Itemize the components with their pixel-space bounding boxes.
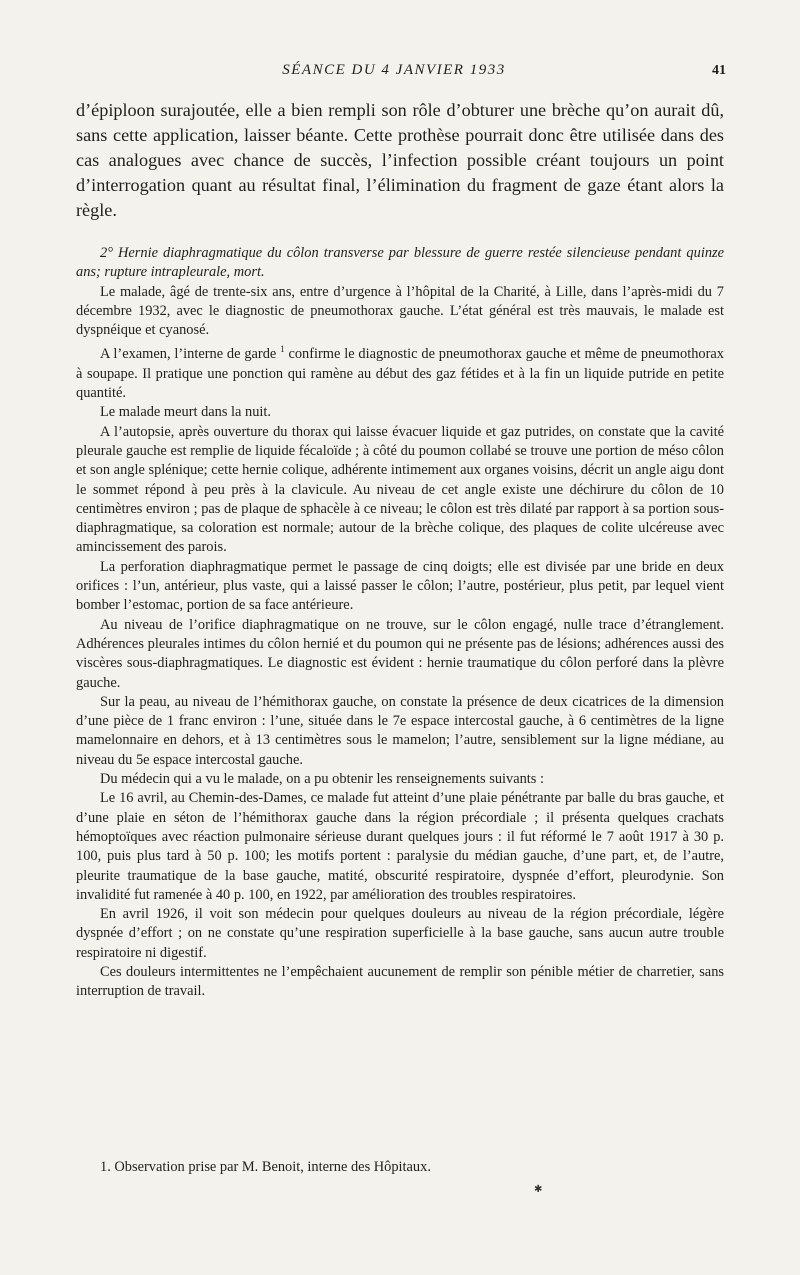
footnote-number: 1. (100, 1159, 111, 1175)
footnote-ref: 1 (280, 344, 285, 355)
case-section (76, 244, 724, 1002)
running-head: SÉANCE DU 4 JANVIER 1933 (282, 62, 506, 78)
page-header (76, 62, 726, 79)
page-number: 41 (712, 63, 726, 78)
paragraph-physician: Du médecin qui a vu le malade, on a pu obtenir les renseignements suivants : (100, 771, 544, 788)
footnote (76, 1158, 724, 1177)
paragraph-examination (76, 340, 724, 403)
paragraph-orifice: Au niveau de l’orifice diaphragmatique on ne trouve, sur le côlon engagé, nulle trace d’étranglement. Adhérences pleurales intimes du côlon hernié et du poumon qui ne présente pas de lésions; adhérences aussi des viscères sous-diaphragmatiques. Le diagnostic est évident : hernie traumatique du côlon perforé dans la plèvre gauche. (76, 616, 724, 691)
footnote-text: Observation prise par M. Benoit, interne des Hôpitaux. (110, 1159, 431, 1175)
exam-text-start: A l’examen, l’interne de garde (100, 346, 277, 363)
section-heading: 2° Hernie diaphragmatique du côlon transverse par blessure de guerre restée silencieuse pendant quinze ans; rupture intrapleurale, mort. (76, 245, 724, 281)
paragraph-death: Le malade meurt dans la nuit. (100, 404, 272, 421)
lead-paragraph: d’épiploon surajoutée, elle a bien rempli son rôle d’obturer une brèche qu’on aurait dû, sans cette application, laisser béante. Cette prothèse pourrait donc être utilisée dans des cas analogues avec chance de succès, l’infection possible créant toujours un point d’interrogation quant au résultat final, l’élimination du fragment de gaze étant alors la règle. (76, 100, 724, 220)
exam-text-end: confirme le diagnostic de pneumothorax gauche et même de pneumothorax à soupape. Il pratique une ponction qui ramène au début des gaz fétides et à la fin un liquide putride en petite quantité. (76, 346, 724, 402)
printer-mark-icon: ✱ (534, 1184, 543, 1195)
paragraph-1926: En avril 1926, il voit son médecin pour quelques douleurs au niveau de la région précordiale, légère dyspnée d’effort ; on ne constate qu’une respiration superficielle à la base gauche, sans aucun autre trouble respiratoire ni digestif. (76, 906, 724, 961)
paragraph-work: Ces douleurs intermittentes ne l’empêchaient aucunement de remplir son pénible métier de charretier, sans interruption de travail. (76, 963, 724, 1000)
paragraph-autopsy: A l’autopsie, après ouverture du thorax qui laisse évacuer liquide et gaz putrides, on constate que la cavité pleurale gauche est remplie de liquide fécaloïde ; à côté du poumon collabé se trouve une portion de méso côlon et son angle splénique; cette hernie colique, adhérente intimement aux organes voisins, décrit un angle aigu dont le sommet répond à peu près à la clavicule. Au niveau de cet angle existe une déchirure du côlon de 10 centimètres environ ; pas de plaque de sphacèle à ce niveau; le côlon est très dilaté par rapport à sa portion sous-diaphragmatique, sa coloration est normale; autour de la brèche colique, des plaques de colite ulcéreuse avec amincissement des parois. (76, 423, 724, 556)
paragraph-skin: Sur la peau, au niveau de l’hémithorax gauche, on constate la présence de deux cicatrices de la dimension d’une pièce de 1 franc environ : l’une, située dans le 7e espace intercostal gauche, à 6 centimètres de la ligne mamelonnaire en dehors, et à 13 centimètres sous le mamelon; l’autre, sensiblement sur la ligne médiane, au niveau du 5e espace intercostal gauche. (76, 693, 724, 768)
paragraph-perforation: La perforation diaphragmatique permet le passage de cinq doigts; elle est divisée par une bride en deux orifices : l’un, antérieur, plus vaste, qui a laissé passer le côlon; l’autre, postérieur, plus petit, par lequel vient bomber l’estomac, portion de sa face antérieure. (76, 558, 724, 614)
paragraph-admission: Le malade, âgé de trente-six ans, entre d’urgence à l’hôpital de la Charité, à Lille, dans l’après-midi du 7 décembre 1932, avec le diagnostic de pneumothorax gauche. L’état général est très mauvais, le malade est dyspnéique et cyanosé. (76, 283, 724, 339)
paragraph-history: Le 16 avril, au Chemin-des-Dames, ce malade fut atteint d’une plaie pénétrante par balle du bras gauche, et d’une plaie en séton de l’hémithorax gauche dans la région précordiale ; il présenta quelques crachats hémoptoïques avec réaction pulmonaire sérieuse durant quelques jours : il fut réformé le 7 août 1917 à 30 p. 100, puis plus tard à 50 p. 100; les motifs portent : paralysie du médian gauche, d’une part, et, de l’autre, pleurite traumatique de la base gauche, matité, obscurité respiratoire, dyspnée d’effort, pleurodynie. Son invalidité fut ramenée à 40 p. 100, en 1922, par amélioration des troubles respiratoires. (76, 790, 724, 903)
